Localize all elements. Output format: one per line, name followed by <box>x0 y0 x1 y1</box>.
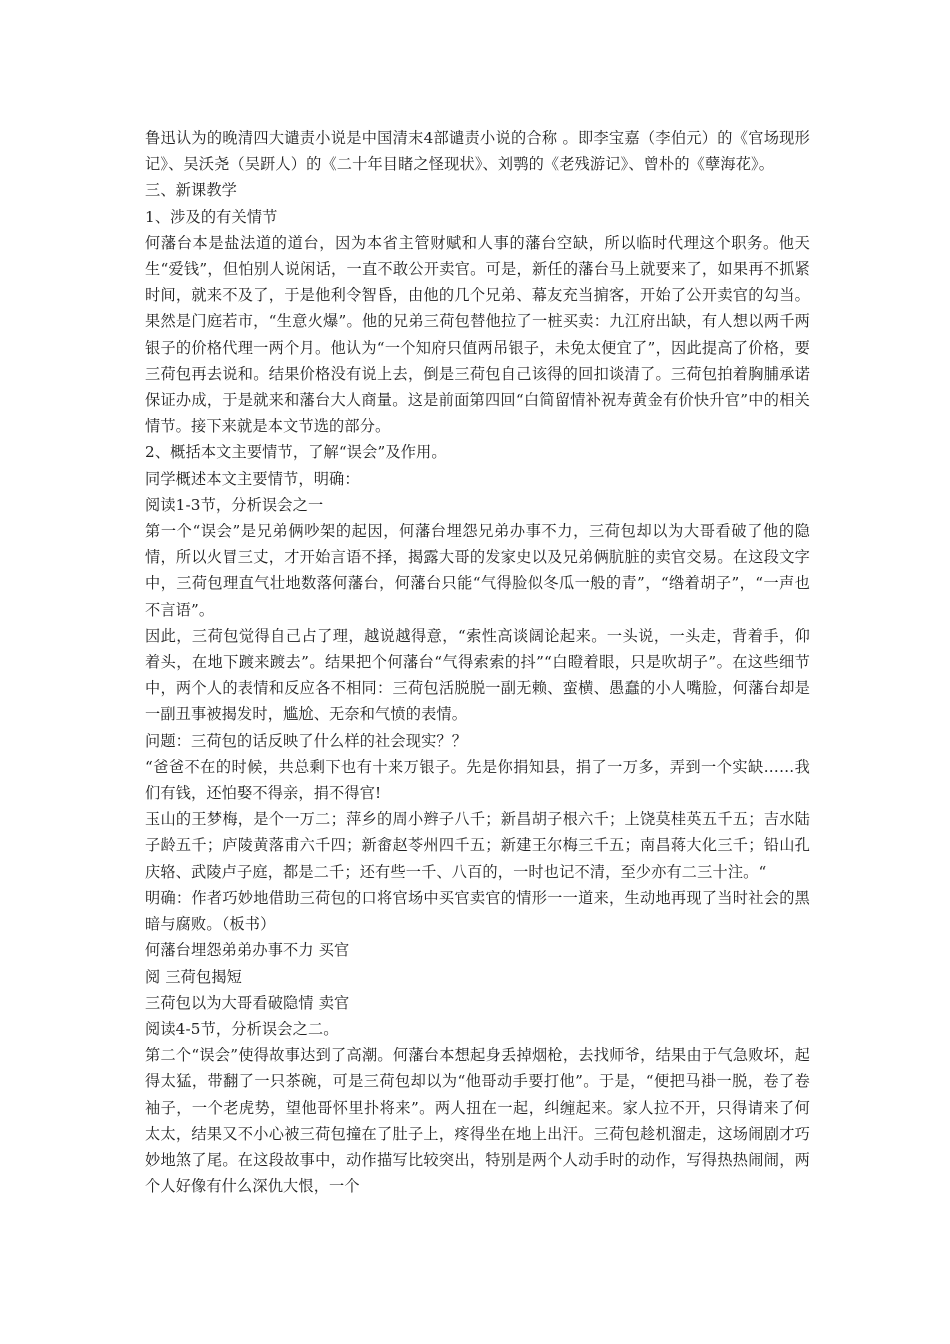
subsection-heading: 2、概括本文主要情节，了解“误会”及作用。 <box>145 443 447 462</box>
section-heading: 三、新课教学 <box>145 181 238 200</box>
subsection-heading: 1、涉及的有关情节 <box>145 207 278 226</box>
answer-paragraph: 明确：作者巧妙地借助三荷包的口将官场中买官卖官的情形一一道来，生动地再现了当时社会的黑暗与腐败。（板书） <box>145 888 810 934</box>
board-note-line: 阅 三荷包揭短 <box>145 967 243 986</box>
body-line: 阅读1-3节，分析误会之一 <box>145 495 324 514</box>
quote-paragraph: “爸爸不在的时候，共总剩下也有十来万银子。先是你捐知县，捐了一万多，弄到一个实缺……我们有钱，还怕娶不得亲，捐不得官! <box>145 757 810 803</box>
body-line: 阅读4-5节，分析误会之二。 <box>145 1019 339 1038</box>
body-paragraph: 第一个“误会”是兄弟俩吵架的起因，何藩台埋怨兄弟办事不力，三荷包却以为大哥看破了他的隐情，所以火冒三丈，才开始言语不择，揭露大哥的发家史以及兄弟俩肮脏的卖官交易。在这段文字中，三荷包理直气壮地数落何藩台，何藩台只能“气得脸似冬瓜一般的青”，“绺着胡子”，“一声也不言语”。 <box>145 522 810 619</box>
board-note-line: 三荷包以为大哥看破隐情 卖官 <box>145 993 350 1012</box>
body-paragraph: 因此，三荷包觉得自己占了理，越说越得意，“索性高谈阔论起来。一头说，一头走，背着手，仰着头，在地下踱来踱去”。结果把个何藩台“气得索索的抖”“白瞪着眼，只是吹胡子”。在这些细节中，两个人的表情和反应各不相同：三荷包活脱脱一副无赖、蛮横、愚蠢的小人嘴脸，何藩台却是一副丑事被揭发时，尴尬、无奈和气愤的表情。 <box>145 626 810 724</box>
intro-paragraph: 鲁迅认为的晚清四大谴责小说是中国清末4部谴责小说的合称 。即李宝嘉（李伯元）的《官场现形记》、吴沃尧（吴趼人）的《二十年目睹之怪现状》、刘鹗的《老残游记》、曾朴的《孽海花》。 <box>145 129 810 174</box>
body-paragraph: 何藩台本是盐法道的道台，因为本省主管财赋和人事的藩台空缺，所以临时代理这个职务。他天生“爱钱”，但怕别人说闲话，一直不敢公开卖官。可是，新任的藩台马上就要来了，如果再不抓紧时间，就来不及了，于是他利令智昏，由他的几个兄弟、幕友充当掮客，开始了公开卖官的勾当。果然是门庭若市，“生意火爆”。他的兄弟三荷包替他拉了一桩买卖：九江府出缺，有人想以两千两银子的价格代理一两个月。他认为“一个知府只值两吊银子，未免太便宜了”，因此提高了价格，要三荷包再去说和。结果价格没有说上去，倒是三荷包自己该得的回扣谈清了。三荷包拍着胸脯承诺保证办成，于是就来和藩台大人商量。这是前面第四回“白简留情补祝寿黄金有价快升官”中的相关情节。接下来就是本文节选的部分。 <box>145 233 810 436</box>
body-paragraph: 第二个“误会”使得故事达到了高潮。何藩台本想起身丢掉烟枪，去找师爷，结果由于气急败坏，起得太猛，带翻了一只茶碗，可是三荷包却以为“他哥动手要打他”。于是，“便把马褂一脱，卷了卷袖子，一个老虎势，望他哥怀里扑将来”。两人扭在一起，纠缠起来。家人拉不开，只得请来了何太太，结果又不小心被三荷包撞在了肚子上，疼得坐在地上出汗。三荷包趁机溜走，这场闹剧才巧妙地煞了尾。在这段故事中，动作描写比较突出，特别是两个人动手时的动作，写得热热闹闹，两个人好像有什么深仇大恨，一个 <box>145 1046 810 1196</box>
question-line: 问题：三荷包的话反映了什么样的社会现实？？ <box>145 731 468 750</box>
board-note-line: 何藩台埋怨弟弟办事不力 买官 <box>145 941 350 960</box>
document-page <box>145 125 810 1199</box>
quote-paragraph: 玉山的王梦梅，是个一万二；萍乡的周小辫子八千；新昌胡子根六千；上饶莫桂英五千五；吉水陆子龄五千；庐陵黄落甫六千四；新畲赵苓州四千五；新建王尔梅三千五；南昌蒋大化三千；铅山孔庆辂、武陵卢子庭，都是二千；还有些一千、八百的，一时也记不清，至少亦有二三十注。“ <box>145 810 810 881</box>
body-line: 同学概述本文主要情节，明确： <box>145 469 360 488</box>
